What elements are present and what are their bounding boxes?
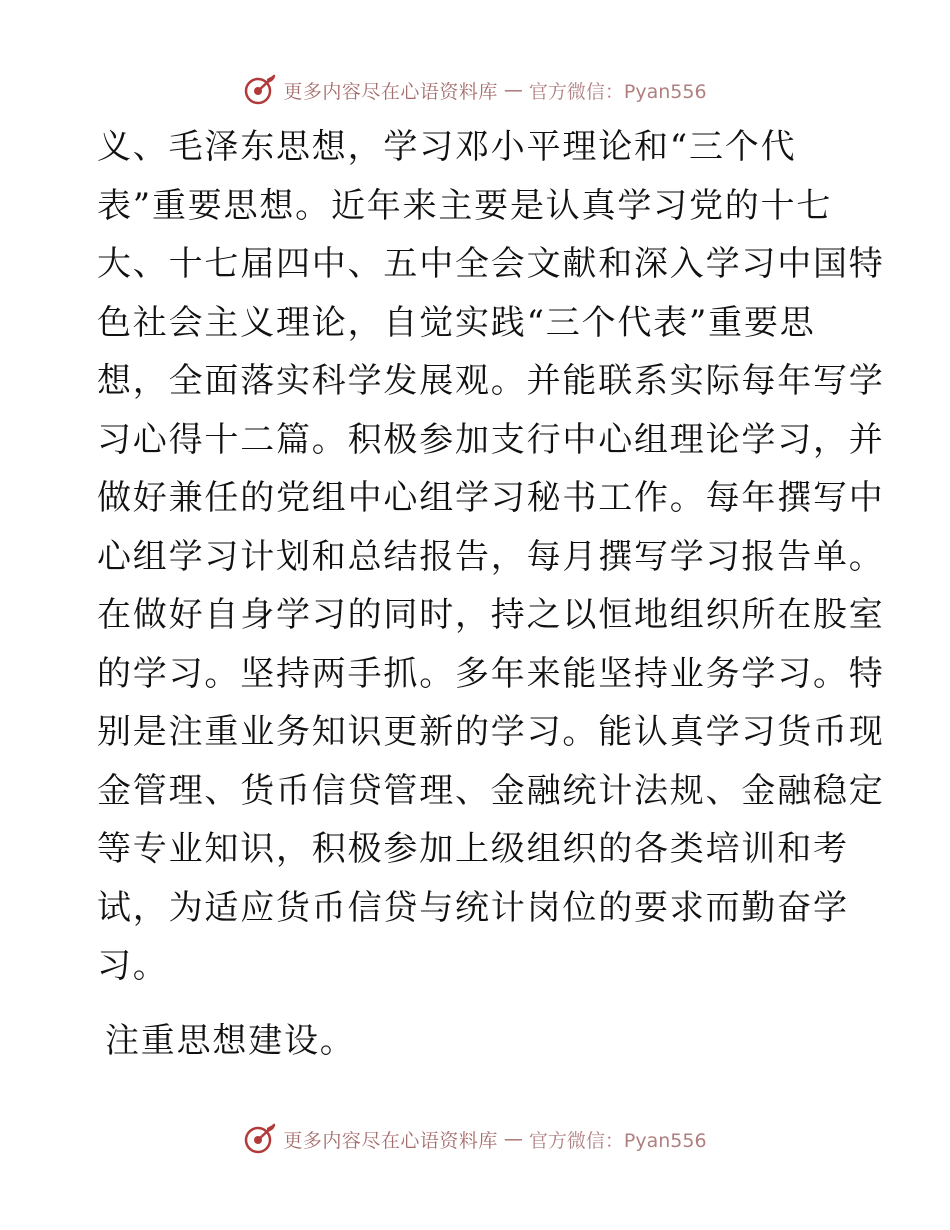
body-line: 表”重要思想。近年来主要是认真学习党的十七 (97, 185, 833, 226)
body-line: 别是注重业务知识更新的学习。能认真学习货币现 (97, 712, 885, 752)
body-line: 心组学习计划和总结报告，每月撰写学习报告单。 (97, 536, 885, 577)
header-watermark (0, 70, 950, 110)
watermark-separator: — (503, 79, 523, 101)
watermark-separator: — (503, 1128, 523, 1150)
watermark-wechat: 官方微信：Pyan556 (528, 1129, 707, 1152)
watermark-wechat: 官方微信：Pyan556 (528, 80, 707, 103)
body-line: 做好兼任的党组中心组学习秘书工作。每年撰写中 (97, 478, 885, 518)
body-line: 大、十七届四中、五中全会文献和深入学习中国特 (97, 244, 885, 284)
quill-pen-circle-icon (243, 1122, 277, 1156)
body-line: 习心得十二篇。积极参加支行中心组理论学习，并 (97, 419, 885, 460)
body-line: 在做好自身学习的同时，持之以恒地组织所在股室 (97, 595, 885, 635)
body-line: 的学习。坚持两手抓。多年来能坚持业务学习。特 (97, 653, 885, 694)
document-body (97, 118, 885, 996)
body-line: 试，为适应货币信贷与统计岗位的要求而勤奋学 (97, 887, 849, 928)
body-line: 金管理、货币信贷管理、金融统计法规、金融稳定 (97, 770, 885, 811)
section-subheading: 注重思想建设。 (105, 1021, 356, 1061)
watermark-text: 更多内容尽在心语资料库 (283, 80, 498, 103)
body-line: 习。 (97, 946, 169, 986)
quill-pen-circle-icon (243, 73, 277, 107)
body-line: 色社会主义理论，自觉实践“三个代表”重要思 (97, 302, 816, 343)
body-line: 等专业知识，积极参加上级组织的各类培训和考 (97, 829, 849, 869)
body-line: 想，全面落实科学发展观。并能联系实际每年写学 (97, 361, 885, 401)
footer-watermark (0, 1119, 950, 1159)
body-line: 义、毛泽东思想，学习邓小平理论和“三个代 (97, 127, 797, 167)
watermark-text: 更多内容尽在心语资料库 (283, 1129, 498, 1152)
